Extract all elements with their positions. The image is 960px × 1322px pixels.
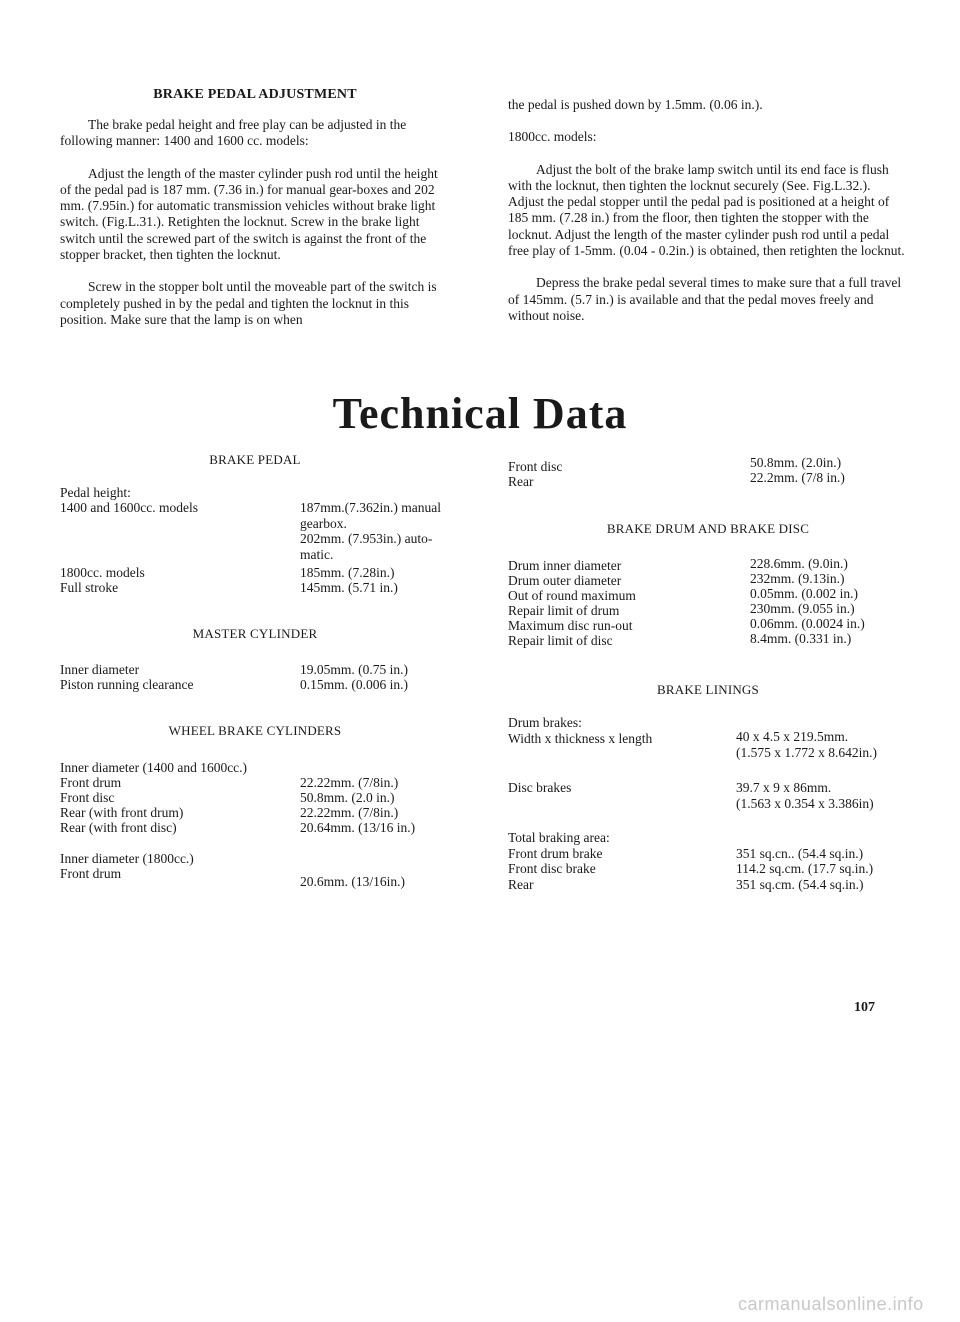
spec-value: 0.06mm. (0.0024 in.) xyxy=(750,616,865,631)
paragraph: Adjust the bolt of the brake lamp switch until its end face is flush with the locknut, then tighten the locknut securely (See. Fig.L.32.). Adjust the pedal stopper until the pedal pad is positioned at a height of 185 mm. (7.28 in.) from the floor, then tighten the stopper with the locknut. Adjust the length of the master cylinder push rod until a pedal free play of 1-5mm. (0.04 - 0.2in.) is obtained, then retighten the locknut. xyxy=(508,161,905,259)
spec-label: 1800cc. models xyxy=(60,565,145,580)
spec-value: 230mm. (9.055 in.) xyxy=(750,601,855,616)
spec-label: Repair limit of drum xyxy=(508,603,620,618)
page-number: 107 xyxy=(854,1000,875,1015)
wheel-cylinders-heading: WHEEL BRAKE CYLINDERS xyxy=(168,723,342,738)
paragraph: Adjust the length of the master cylinder push rod until the height of the pedal pad is 187 mm. (7.36 in.) for manual gear-boxes and 202 mm. (7.95in.) for automatic transmission vehicles without brake light switch. (Fig.L.31.). Retighten the locknut. Screw in the brake light switch until the screwed part of the switch is against the front of the stopper bracket, then tighten the locknut. xyxy=(60,165,438,263)
paragraph: 1800cc. models: xyxy=(508,129,597,145)
drum-disc-heading: BRAKE DRUM AND BRAKE DISC xyxy=(606,521,810,536)
spec-label: Full stroke xyxy=(60,580,119,595)
spec-label: Front drum xyxy=(60,775,122,790)
spec-value: 0.15mm. (0.006 in.) xyxy=(300,677,408,692)
linings-heading: BRAKE LININGS xyxy=(657,682,759,697)
paragraph: The brake pedal height and free play can be adjusted in the following manner: 1400 and 1600 cc. models: xyxy=(60,117,407,149)
spec-value: 50.8mm. (2.0 in.) xyxy=(300,790,395,805)
brake-pedal-heading: BRAKE PEDAL xyxy=(209,452,301,467)
spec-label: Front disc xyxy=(508,459,563,474)
spec-value: 185mm. (7.28in.) xyxy=(300,565,395,580)
adjustment-title: BRAKE PEDAL ADJUSTMENT xyxy=(153,87,357,102)
footer-watermark[interactable]: carmanualsonline.info xyxy=(738,1294,924,1314)
spec-value: 228.6mm. (9.0in.) xyxy=(750,556,848,571)
spec-value: 0.05mm. (0.002 in.) xyxy=(750,586,858,601)
spec-label: Inner diameter (1800cc.) xyxy=(60,851,194,866)
spec-value: 20.64mm. (13/16 in.) xyxy=(300,820,416,835)
spec-label: 1400 and 1600cc. models xyxy=(60,500,198,515)
master-cylinder-heading: MASTER CYLINDER xyxy=(192,626,318,641)
spec-label: Repair limit of disc xyxy=(508,633,613,648)
spec-label: Disc brakes xyxy=(508,780,572,795)
spec-label: Rear xyxy=(508,474,534,489)
spec-label: Pedal height: xyxy=(60,485,131,500)
spec-label: Rear (with front drum) xyxy=(60,805,184,820)
spec-value: 50.8mm. (2.0in.) xyxy=(750,455,842,470)
page-title: Technical Data xyxy=(332,389,628,438)
spec-label: Drum outer diameter xyxy=(508,573,622,588)
spec-label: Total braking area: Front drum brake Front disc brake Rear xyxy=(508,830,610,892)
spec-label: Piston running clearance xyxy=(60,677,194,692)
spec-value: 22.22mm. (7/8in.) xyxy=(300,775,399,790)
spec-value: 187mm.(7.362in.) manual gearbox. 202mm. (7.953in.) auto- matic. xyxy=(300,500,441,562)
spec-value: 39.7 x 9 x 86mm. (1.563 x 0.354 x 3.386in) xyxy=(736,780,874,811)
spec-label: Front drum xyxy=(60,866,122,881)
adjustment-left-column xyxy=(60,117,452,328)
spec-value: 232mm. (9.13in.) xyxy=(750,571,845,586)
spec-value: 20.6mm. (13/16in.) xyxy=(300,874,405,889)
spec-value: 19.05mm. (0.75 in.) xyxy=(300,662,408,677)
paragraph: Depress the brake pedal several times to make sure that a full travel of 145mm. (5.7 in.) is available and that the pedal moves freely and without noise. xyxy=(508,275,902,323)
spec-label: Inner diameter xyxy=(60,662,140,677)
spec-label: Front disc xyxy=(60,790,115,805)
spec-value: 40 x 4.5 x 219.5mm. (1.575 x 1.772 x 8.642in.) xyxy=(736,729,877,760)
spec-label: Inner diameter (1400 and 1600cc.) xyxy=(60,760,248,775)
adjustment-right-column xyxy=(508,97,906,324)
spec-label: Drum brakes: Width x thickness x length xyxy=(508,715,653,746)
spec-value: 8.4mm. (0.331 in.) xyxy=(750,631,852,646)
spec-label: Maximum disc run-out xyxy=(508,618,633,633)
spec-label: Out of round maximum xyxy=(508,588,636,603)
paragraph: Screw in the stopper bolt until the moveable part of the switch is completely pushed in by the pedal and tighten the locknut in this position. Make sure that the lamp is on when xyxy=(60,279,437,327)
spec-value: 22.22mm. (7/8in.) xyxy=(300,805,399,820)
paragraph: the pedal is pushed down by 1.5mm. (0.06 in.). xyxy=(508,97,763,112)
spec-label: Drum inner diameter xyxy=(508,558,622,573)
spec-value: 22.2mm. (7/8 in.) xyxy=(750,470,845,485)
spec-label: Rear (with front disc) xyxy=(60,820,177,835)
spec-value: 351 sq.cn.. (54.4 sq.in.) 114.2 sq.cm. (17.7 sq.in.) 351 sq.cm. (54.4 sq.in.) xyxy=(736,845,874,892)
spec-value: 145mm. (5.71 in.) xyxy=(300,580,398,595)
